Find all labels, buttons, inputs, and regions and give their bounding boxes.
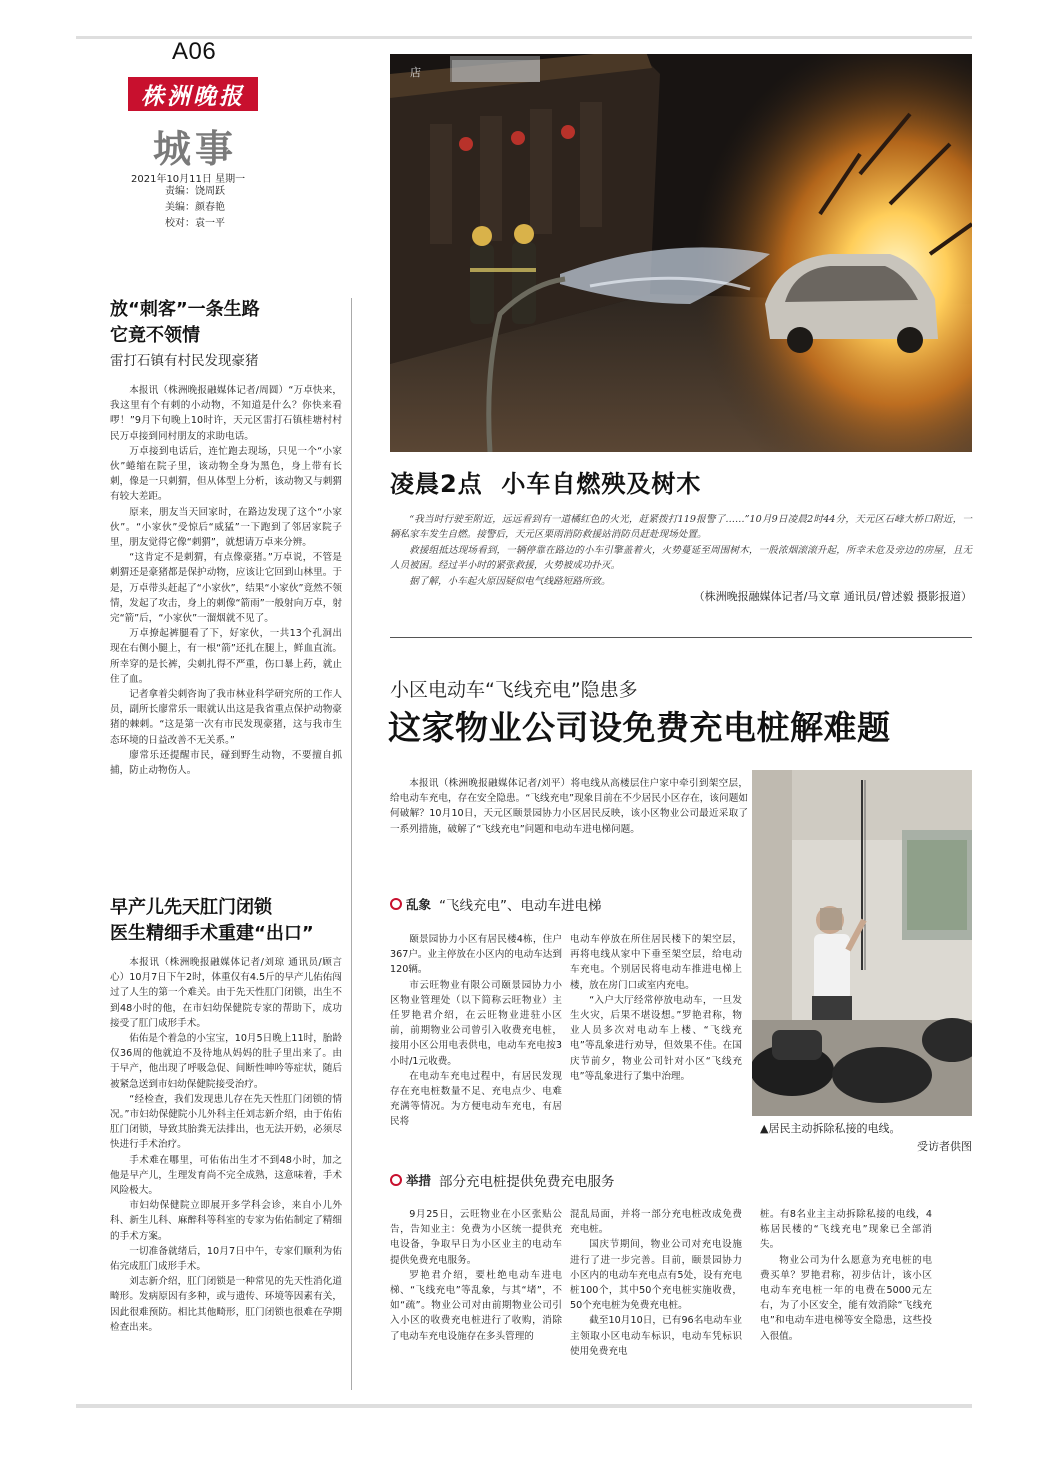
baby-para: 刘志新介绍，肛门闭锁是一种常见的先天性消化道畸形。发病原因有多种，或与遗传、环境等因素有关，因此很难预防。相比其他畸形，肛门闭锁也很难在孕期检查出来。: [110, 1276, 342, 1333]
fire-credit: （株洲晚报融媒体记者/马文章 通讯员/曾述毅 摄影报道）: [693, 590, 972, 603]
fire-para: 据了解，小车起火原因疑似电气线路短路所致。: [409, 575, 611, 587]
hedgehog-para: 本报讯（株洲晚报融媒体记者/周圆）“万卓快来，我这里有个有刺的小动物，不知道是什么？你快来看啰！”9月下旬晚上10时许，天元区雷打石镇桂塘村村民万卓接到同村朋友的求助电话。: [110, 385, 342, 442]
fire-scene-illustration: [390, 54, 972, 452]
hedgehog-para: 原来，朋友当天回家时，在路边发现了这个“小家伙”。“小家伙”受惊后“威猛”一下跑到了邻居家院子里，朋友觉得它像“刺猬”，就想请万卓来分辨。: [110, 506, 342, 549]
ev-photo-credit: 受访者供图: [917, 1140, 972, 1153]
hedgehog-headline-line1: 放“刺客”一条生路: [110, 299, 260, 320]
ev-kicker: 小区电动车“飞线充电”隐患多: [390, 679, 638, 701]
ev-section2-badge: [390, 1171, 431, 1189]
baby-headline: [110, 895, 314, 947]
baby-headline-line1: 早产儿先天肛门闭锁: [110, 897, 272, 918]
bottom-rule: [76, 1404, 972, 1408]
ev-section2-badge-label: 举措: [406, 1173, 432, 1188]
ev-section2-col1: [390, 1207, 562, 1344]
fire-photo: [390, 54, 972, 452]
paper-logo-text: 株洲晚报: [141, 82, 245, 110]
issue-date: 2021年10月11日 星期一: [131, 174, 246, 185]
left-column-rule: [351, 298, 352, 1390]
hedgehog-para: 廖常乐还提醒市民，碰到野生动物，不要擅自抓捕，防止动物伤人。: [110, 749, 342, 777]
ev-photo: [752, 770, 972, 1116]
badge-circle-icon: [390, 898, 402, 910]
fire-para: 救援组抵达现场看到，一辆停靠在路边的小车引擎盖着火，火势蔓延至周围树木，一股浓烟滚滚升起，所幸未危及旁边的房屋，且无人员被困。经过半小时的紧张救援，火势被成功扑灭。: [390, 544, 972, 572]
credits-block: [165, 184, 225, 232]
ev-section2-col2: [570, 1207, 742, 1359]
hedgehog-subhead: 雷打石镇有村民发现豪猪: [110, 353, 259, 369]
ev-section2-title: 部分充电桩提供免费充电服务: [439, 1174, 615, 1190]
ev-s2-para: 截至10月10日，已有96名电动车业主领取小区电动车标识，电动车凭标识使用免费充电: [570, 1315, 742, 1357]
hedgehog-body: [110, 383, 342, 778]
ev-section1-header: [390, 894, 602, 914]
ev-section1-col2: [570, 932, 742, 1084]
ev-section1-col1: [390, 932, 562, 1130]
fire-headline: 凌晨2点 小车自燃殃及树木: [390, 470, 702, 498]
baby-para: 市妇幼保健院立即展开多学科会诊，来自小儿外科、新生儿科、麻醉科等科室的专家为佑佑制定了精细的手术方案。: [110, 1200, 342, 1242]
baby-para: 手术难在哪里，可佑佑出生才不到48小时，加之他是早产儿，生理发育尚不完全成熟，这意味着，手术风险极大。: [110, 1154, 342, 1197]
credit-proofreader: 校对：袁一平: [165, 218, 225, 229]
ev-s2-para: 国庆节期间，物业公司对充电设施进行了进一步完善。目前，颐景园协力小区内的电动车充电点有5处，设有充电桩100个，其中50个充电桩实施收费，50个充电桩为免费充电桩。: [570, 1239, 742, 1312]
ev-s1-para: 电动车停放在所住居民楼下的架空层，再将电线从家中下垂至架空层，给电动车充电。个别居民将电动车推进电梯上楼，放在房门口或室内充电。: [570, 934, 742, 991]
ev-intro: [390, 776, 748, 837]
ev-section2-col3: [760, 1207, 932, 1344]
baby-body: [110, 955, 342, 1335]
page-number: A06: [172, 38, 217, 65]
baby-para: 本报讯（株洲晚报融媒体记者/刘琼 通讯员/顾言心）10月7日下午2时，体重仅有4.5斤的早产儿佑佑闯过了人生的第一个难关。由于先天性肛门闭锁，出生不到48小时的他，在市妇幼保健院专家的帮助下，成功接受了肛门成形手术。: [110, 957, 342, 1029]
hedgehog-headline: [110, 297, 260, 349]
ev-s2-para: 物业公司为什么愿意为充电桩的电费买单？罗艳君称，初步估计，该小区电动车充电桩一年的电费在5000元左右，为了小区安全，能有效消除“飞线充电”和电动车进电梯等安全隐患，这些投入很值。: [760, 1254, 932, 1342]
hedgehog-para: 记者拿着尖刺咨询了我市林业科学研究所的工作人员，副所长廖常乐一眼就认出这是我省重点保护动物豪猪的棘刺。“这是第一次有市民发现豪猪，这与我市生态环境的日益改善不无关系。”: [110, 689, 342, 746]
baby-headline-line2: 医生精细手术重建“出口”: [110, 923, 314, 944]
hedgehog-para: 万卓接到电话后，连忙跑去现场，只见一个“小家伙”蜷缩在院子里，该动物全身为黑色，身上带有长刺，像是一只刺猬，但从体型上分析，该动物又与刺猬有较大差距。: [110, 445, 342, 503]
baby-para: 佑佑是个着急的小宝宝，10月5日晚上11时，胎龄仅36周的他就迫不及待地从妈妈的肚子里出来了。由于早产，他出现了呼吸急促、间断性呻吟等症状，随后被紧急送到市妇幼保健院接受治疗。: [110, 1033, 342, 1090]
badge-circle-icon: [390, 1174, 402, 1186]
ev-section2-header: [390, 1170, 615, 1190]
credit-editor: 责编：饶周跃: [165, 186, 225, 197]
fire-divider: [390, 637, 972, 638]
section-title: 城事: [153, 126, 238, 171]
photo-shop-sign: 店: [410, 66, 421, 79]
hedgehog-para: “这肯定不是刺猬，有点像豪猪。”万卓说，不管是刺猬还是豪猪都是保护动物，应该让它回到山林里。于是，万卓带头赶起了“小家伙”，结果“小家伙”竟然不领情，发起了攻击，身上的刺像“箭雨”一般射向万卓，射完“箭”后，“小家伙”一溜烟就不见了。: [110, 552, 342, 625]
hedgehog-para: 万卓撩起裤腿看了下，好家伙，一共13个孔洞出现在右侧小腿上，有一根“箭”还扎在腿上，鲜血直流。所幸穿的是长裤，尖刺扎得不严重，伤口暴上药，就止住了血。: [110, 628, 342, 685]
ev-s1-para: “入户大厅经常停放电动车，一旦发生火灾，后果不堪设想。”罗艳君称，物业人员多次对电动车上楼、“飞线充电”等乱象进行劝导，但效果不佳。在国庆节前夕，物业公司针对小区“飞线充电”等乱象进行了集中治理。: [570, 994, 742, 1082]
baby-para: 一切准备就绪后，10月7日中午，专家们顺利为佑佑完成肛门成形手术。: [110, 1245, 342, 1273]
ev-headline: 这家物业公司设免费充电桩解难题: [388, 708, 891, 747]
ev-scene-illustration: [752, 770, 972, 1116]
ev-s2-para: 混乱局面，并将一部分充电桩改成免费充电桩。: [570, 1209, 742, 1236]
ev-s2-para: 桩。有8名业主主动拆除私接的电线，4栋居民楼的“飞线充电”现象已全部消失。: [760, 1209, 932, 1251]
ev-photo-caption: ▲居民主动拆除私接的电线。: [760, 1122, 901, 1135]
ev-s2-para: 9月25日，云旺物业在小区张贴公告，告知业主：免费为小区统一提供充电设备，争取早日为小区业主的电动车提供免费充电服务。: [390, 1209, 562, 1266]
credit-designer: 美编：颜春艳: [165, 202, 225, 213]
fire-para: “我当时行驶至附近，远远看到有一道橘红色的火光，赶紧拨打119报警了……”10月9日凌晨2时44分，天元区石峰大桥口附近，一辆私家车发生自燃。接警后，天元区栗雨消防救援站消防员赶赴现场处置。: [390, 514, 972, 541]
paper-logo: [128, 77, 258, 111]
ev-s1-para: 市云旺物业有限公司颐景园协力小区物业管理处（以下简称云旺物业）主任罗艳君介绍，在云旺物业进驻小区前，前期物业公司曾引入收费充电桩，接用小区公用电表供电，电动车充电按3小时/1元收费。: [390, 979, 562, 1067]
fire-body: [390, 512, 972, 589]
ev-section1-badge: [390, 895, 431, 913]
ev-intro-para: 本报讯（株洲晚报融媒体记者/刘平）将电线从高楼层住户家中牵引到架空层，给电动车充电，存在安全隐患。“飞线充电”现象目前在不少居民小区存在，该问题如何破解？10月10日，天元区颐景园协力小区居民反映，该小区物业公司最近采取了一系列措施，破解了“飞线充电”问题和电动车进电梯问题。: [390, 778, 748, 835]
ev-s2-para: 罗艳君介绍，要杜绝电动车进电梯、“飞线充电”等乱象，与其“堵”，不如“疏”。物业公司对由前期物业公司引入小区的收费充电桩进行了收购，消除了电动车充电设施存在多头管理的: [390, 1269, 562, 1342]
baby-para: “经检查，我们发现患儿存在先天性肛门闭锁的情况。”市妇幼保健院小儿外科主任刘志新介绍，由于佑佑肛门闭锁，导致其胎粪无法排出，也无法开奶，必须尽快进行手术治疗。: [110, 1093, 342, 1151]
ev-s1-para: 颐景园协力小区有居民楼4栋，住户367户。业主停放在小区内的电动车达到120辆。: [390, 934, 562, 976]
hedgehog-headline-line2: 它竟不领情: [110, 325, 200, 346]
ev-s1-para: 在电动车充电过程中，有居民发现存在充电桩数量不足、充电点少、电难充满等情况。为方便电动车充电，有居民将: [390, 1070, 562, 1128]
ev-section1-badge-label: 乱象: [406, 897, 432, 912]
ev-section1-title: “飞线充电”、电动车进电梯: [439, 898, 602, 914]
